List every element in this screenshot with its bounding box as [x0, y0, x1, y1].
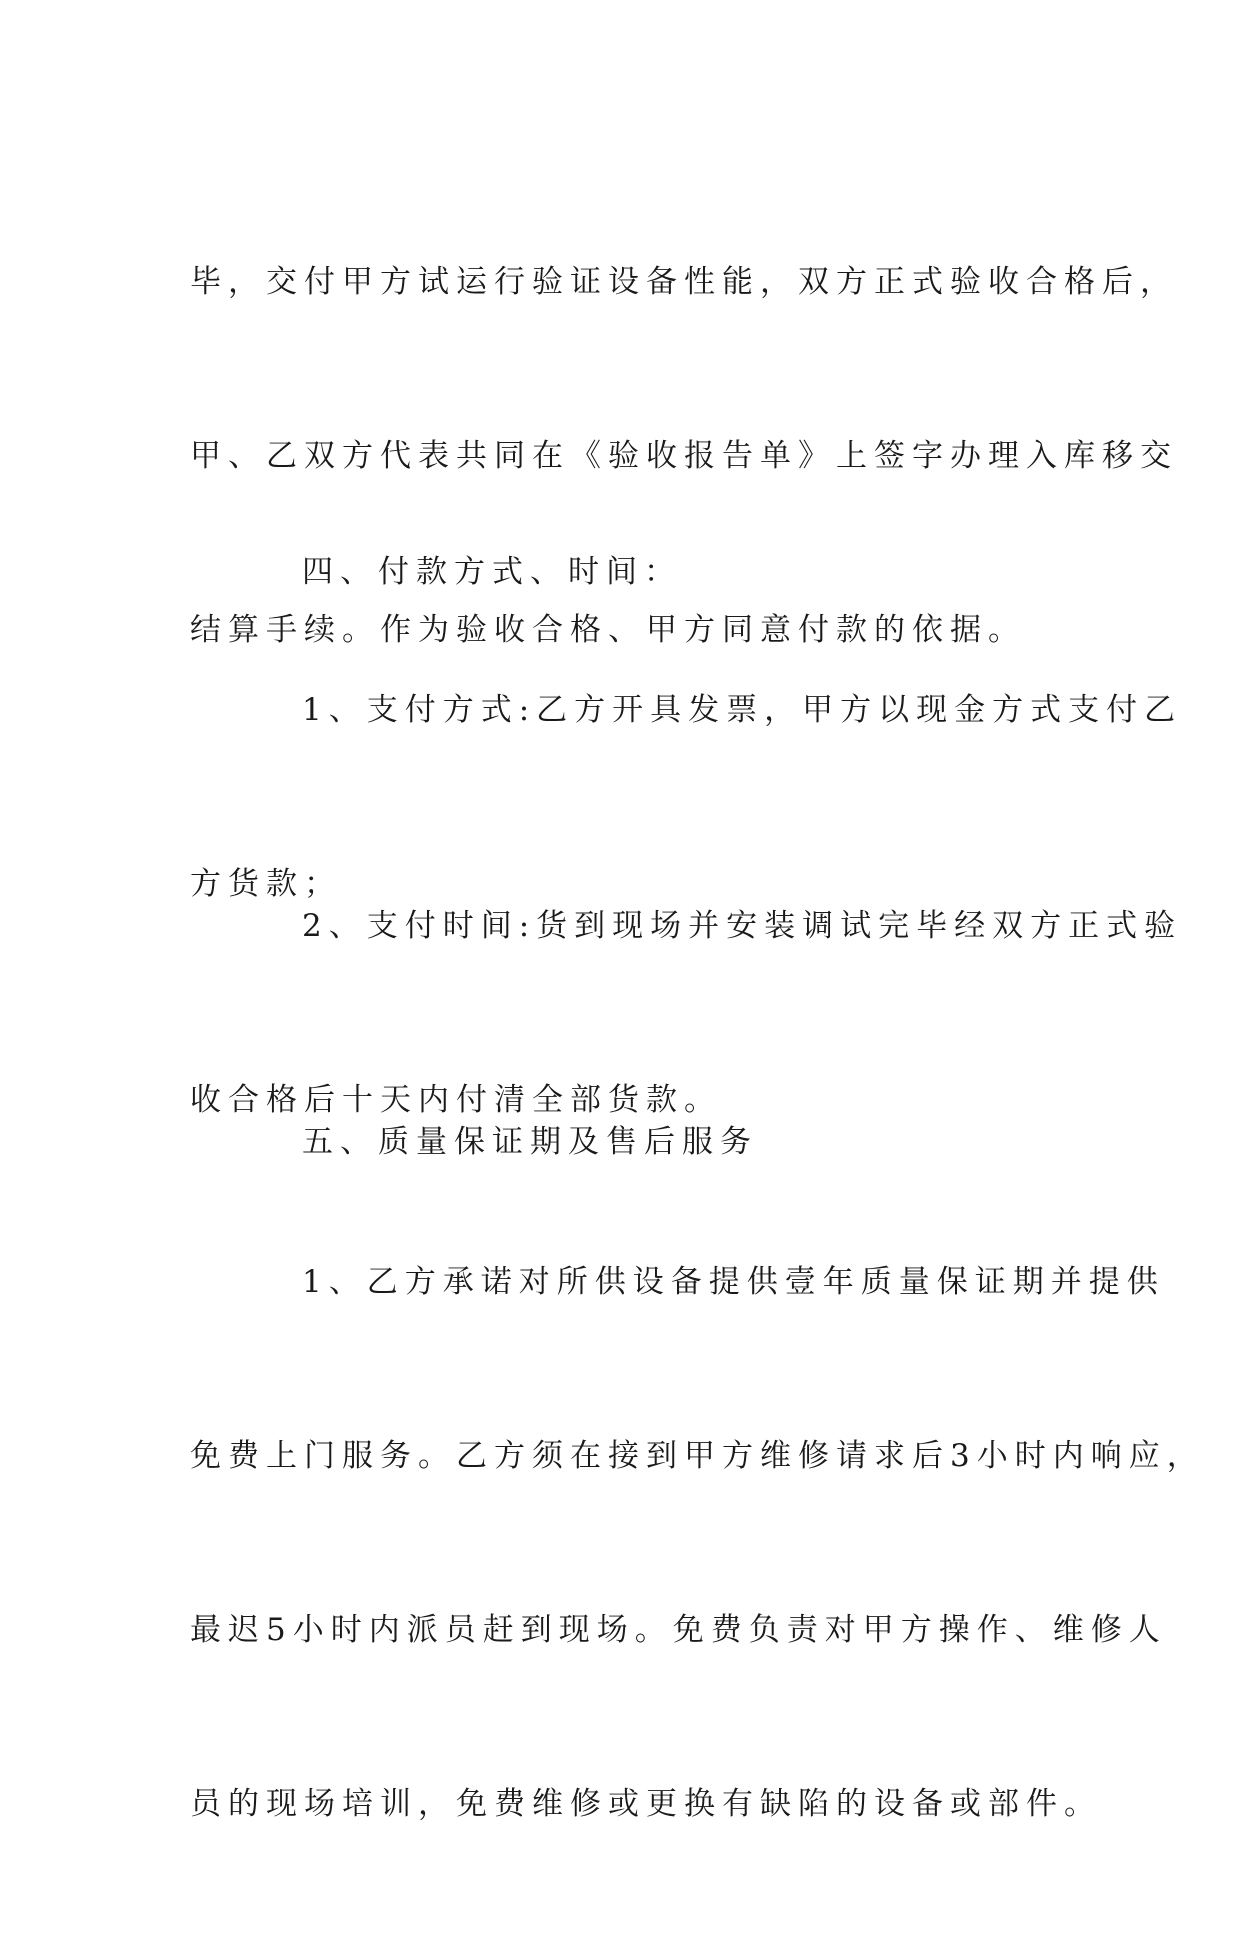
text-line: 员的现场培训，免费维修或更换有缺陷的设备或部件。 [190, 1786, 1102, 1822]
text-line: 1、乙方承诺对所供设备提供壹年质量保证期并提供 [302, 1264, 1165, 1300]
text-line: 结算手续。作为验收合格、甲方同意付款的依据。 [190, 612, 1026, 648]
text-line: 最迟5小时内派员赶到现场。免费负责对甲方操作、维修人 [190, 1612, 1167, 1648]
text-line: 甲、乙双方代表共同在《验收报告单》上签字办理入库移交 [190, 438, 1178, 474]
text-line: 免费上门服务。乙方须在接到甲方维修请求后3小时内响应， [190, 1438, 1205, 1474]
paragraph-warranty-item1 [190, 1137, 1205, 1949]
text-line: 毕，交付甲方试运行验证设备性能，双方正式验收合格后， [190, 264, 1178, 300]
text-line: 方货款； [190, 866, 342, 902]
text-line: 收合格后十天内付清全部货款。 [190, 1082, 722, 1118]
text-line: 2、支付时间:货到现场并安装调试完毕经双方正式验 [302, 908, 1183, 944]
section-heading: 四、付款方式、时间： [302, 554, 682, 590]
section-heading: 五、质量保证期及售后服务 [302, 1124, 758, 1160]
text-line: 1、支付方式:乙方开具发票，甲方以现金方式支付乙 [302, 692, 1183, 728]
